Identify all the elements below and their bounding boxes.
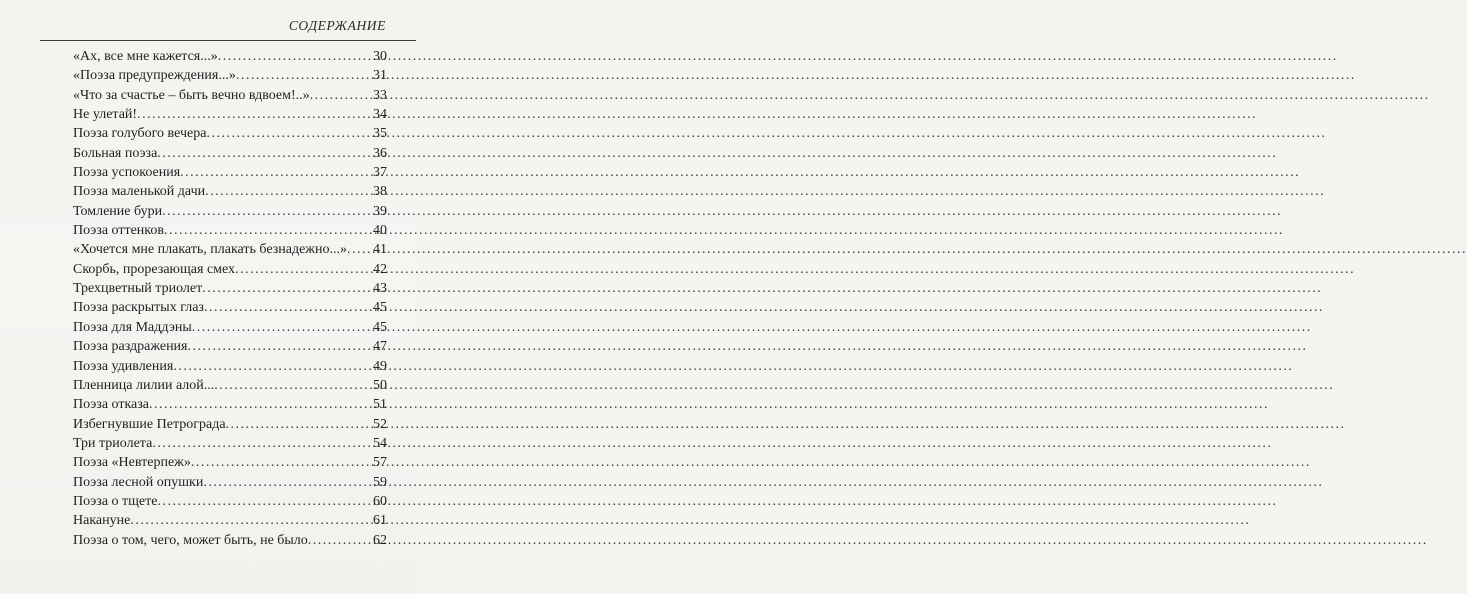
- toc-entry-title: «Ах, все мне кажется...»: [73, 49, 218, 64]
- toc-leader-dots: [214, 376, 373, 395]
- toc-entry: [73, 473, 387, 492]
- toc-entry-title: Поэза «Невтерпеж»: [73, 455, 191, 471]
- toc-leader-dots: [173, 357, 373, 376]
- toc-entry-page: 39: [373, 203, 387, 219]
- toc-entry-page: 62: [373, 532, 387, 548]
- toc-entry-title: Поэза о том, чего, может быть, не было: [73, 532, 308, 548]
- toc-entry-title: Не улетай!: [73, 107, 138, 123]
- toc-entry: [73, 511, 387, 530]
- toc-entry-page: 45: [373, 300, 387, 316]
- toc-entry-title: Накануне: [73, 513, 131, 529]
- toc-leader-dots: [157, 144, 373, 163]
- toc-entry-title: Поэза отказа: [73, 397, 150, 413]
- toc-entry: [73, 357, 387, 376]
- toc-entry-title: Поэза лесной опушки: [73, 474, 204, 490]
- toc-entry-page: 49: [373, 358, 387, 374]
- table-of-contents: [73, 47, 387, 550]
- book-page: [0, 0, 416, 594]
- toc-entry: [73, 531, 387, 550]
- toc-entry-page: 33: [373, 87, 387, 103]
- header-rule: [40, 40, 416, 41]
- toc-entry-page: 42: [373, 261, 387, 277]
- toc-leader-dots: [188, 337, 374, 356]
- toc-entry-title: Скорбь, прорезающая смех: [73, 261, 236, 277]
- toc-leader-dots: [310, 86, 373, 105]
- toc-leader-dots: [130, 511, 373, 530]
- toc-entry-page: 36: [373, 145, 387, 161]
- toc-leader-dots: [235, 260, 373, 279]
- toc-leader-dots: [347, 240, 373, 259]
- toc-entry: [73, 318, 387, 337]
- toc-entry: [73, 279, 387, 298]
- toc-entry: [73, 163, 387, 182]
- toc-leader-dots: [180, 163, 373, 182]
- toc-entry-page: 54: [373, 435, 387, 451]
- toc-entry: [73, 182, 387, 201]
- toc-entry: [73, 415, 387, 434]
- toc-entry-title: Поэза раздражения: [73, 339, 188, 355]
- toc-entry: [73, 47, 387, 66]
- toc-entry: [73, 260, 387, 279]
- toc-leader-dots: [137, 105, 373, 124]
- toc-entry-title: «Хочется мне плакать, плакать безнадежно...»: [73, 242, 347, 258]
- toc-leader-dots: [152, 434, 373, 453]
- toc-entry-title: Больная поэза: [73, 145, 158, 161]
- toc-entry-page: 60: [373, 493, 387, 509]
- toc-entry-page: 31: [373, 68, 387, 84]
- toc-entry-page: 38: [373, 184, 387, 200]
- toc-entry-title: Томление бури: [73, 203, 163, 219]
- toc-entry: [73, 395, 387, 414]
- page-header: [0, 0, 416, 44]
- toc-leader-dots: [162, 202, 373, 221]
- toc-entry: [73, 337, 387, 356]
- toc-entry-page: 43: [373, 281, 387, 297]
- toc-leader-dots: [149, 395, 373, 414]
- toc-leader-dots: [202, 279, 373, 298]
- toc-entry: [73, 124, 387, 143]
- toc-entry: [73, 144, 387, 163]
- toc-entry-title: Трехцветный триолет: [73, 281, 203, 297]
- toc-entry: [73, 202, 387, 221]
- toc-entry-page: 41: [373, 242, 387, 258]
- toc-entry: [73, 376, 387, 395]
- toc-leader-dots: [204, 298, 373, 317]
- toc-entry-page: 59: [373, 474, 387, 490]
- toc-entry: [73, 66, 387, 85]
- toc-entry-title: «Что за счастье – быть вечно вдвоем!..»: [73, 87, 310, 103]
- toc-entry-page: 34: [373, 107, 387, 123]
- toc-entry: [73, 453, 387, 472]
- toc-leader-dots: [226, 415, 373, 434]
- toc-entry-page: 37: [373, 165, 387, 181]
- toc-entry-page: 35: [373, 126, 387, 142]
- toc-entry-title: Поэза маленькой дачи: [73, 184, 206, 200]
- toc-entry-title: Поэза голубого вечера: [73, 126, 207, 142]
- toc-entry-title: Поэза для Маддэны: [73, 319, 192, 335]
- toc-entry-page: 40: [373, 223, 387, 239]
- toc-leader-dots: [236, 66, 373, 85]
- toc-entry-title: Поэза успокоения: [73, 165, 181, 181]
- toc-entry: [73, 434, 387, 453]
- toc-entry-title: «Поэза предупреждения...»: [73, 68, 236, 84]
- toc-leader-dots: [308, 531, 373, 550]
- toc-entry-title: Избегнувшие Петрограда: [73, 416, 226, 432]
- running-title: СОДЕРЖАНИЕ: [288, 18, 386, 33]
- toc-leader-dots: [203, 473, 373, 492]
- toc-entry-page: 57: [373, 455, 387, 471]
- toc-entry-title: Поэза оттенков: [73, 223, 164, 239]
- toc-entry-page: 51: [373, 397, 387, 413]
- toc-entry: [73, 86, 387, 105]
- toc-leader-dots: [191, 453, 373, 472]
- toc-entry-page: 52: [373, 416, 387, 432]
- toc-leader-dots: [218, 47, 373, 66]
- toc-entry: [73, 492, 387, 511]
- toc-leader-dots: [157, 492, 373, 511]
- toc-entry: [73, 105, 387, 124]
- toc-entry-title: Три триолета: [73, 435, 153, 451]
- toc-entry: [73, 240, 387, 259]
- toc-entry-title: Пленница лилии алой...: [73, 377, 215, 393]
- toc-leader-dots: [205, 182, 373, 201]
- toc-leader-dots: [164, 221, 373, 240]
- toc-entry-page: 61: [373, 513, 387, 529]
- toc-entry: [73, 221, 387, 240]
- toc-entry-title: Поэза удивления: [73, 358, 174, 374]
- toc-leader-dots: [192, 318, 373, 337]
- toc-entry-page: 50: [373, 377, 387, 393]
- toc-entry-page: 47: [373, 339, 387, 355]
- toc-entry-title: Поэза о тщете: [73, 493, 158, 509]
- toc-entry-title: Поэза раскрытых глаз: [73, 300, 204, 316]
- toc-entry-page: 30: [373, 49, 387, 64]
- toc-entry: [73, 298, 387, 317]
- toc-entry-page: 45: [373, 319, 387, 335]
- toc-leader-dots: [206, 124, 373, 143]
